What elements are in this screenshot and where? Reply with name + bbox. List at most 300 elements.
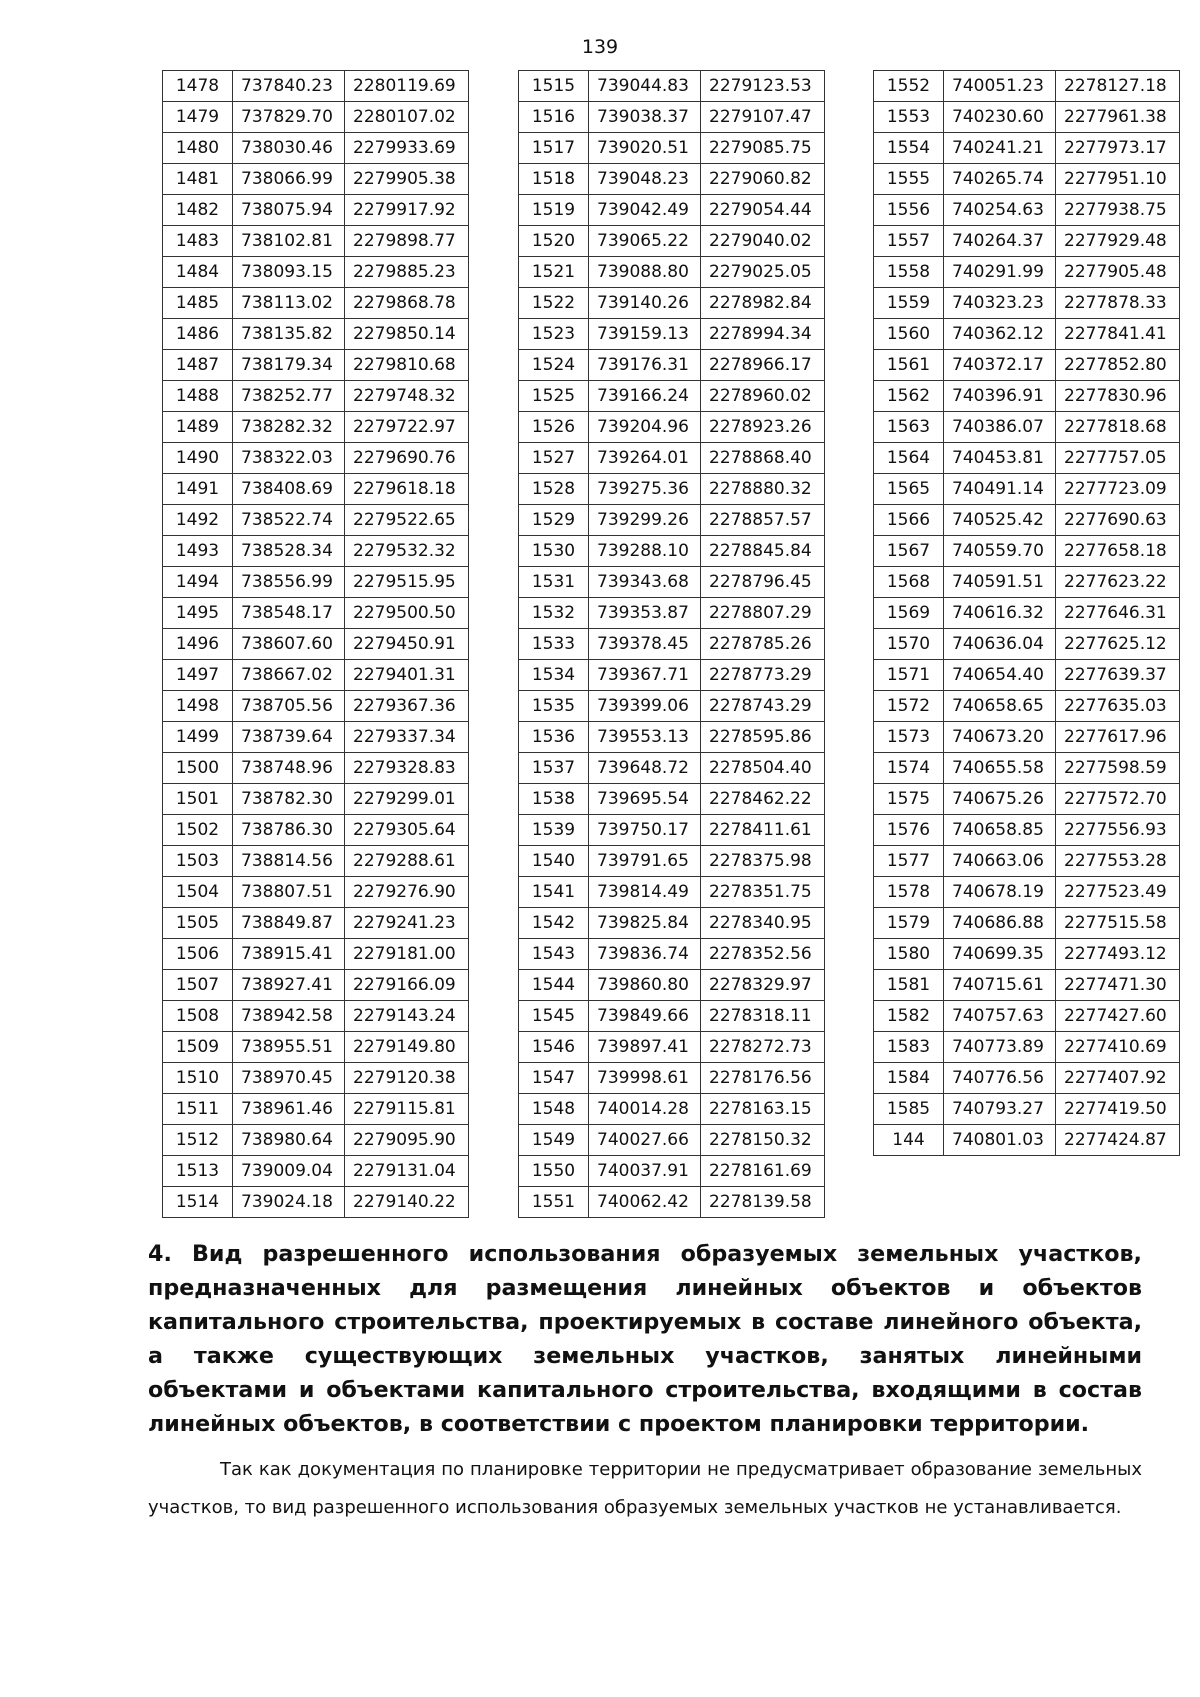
- table-row: [519, 1094, 825, 1125]
- y-coordinate-cell: 2278340.95: [701, 908, 825, 939]
- point-number-cell: 1571: [874, 660, 944, 691]
- x-coordinate-cell: 740675.26: [944, 784, 1056, 815]
- table-row: [163, 815, 469, 846]
- table-row: [519, 629, 825, 660]
- table-row: [874, 505, 1180, 536]
- x-coordinate-cell: 738807.51: [233, 877, 345, 908]
- x-coordinate-cell: 740655.58: [944, 753, 1056, 784]
- body-paragraph: Так как документация по планировке территории не предусматривает образование земельных участков, то вид разрешенного использования образуемых земельных участков не устанавливается.: [148, 1459, 1142, 1518]
- y-coordinate-cell: 2278994.34: [701, 319, 825, 350]
- x-coordinate-cell: 739299.26: [589, 505, 701, 536]
- x-coordinate-cell: 739166.24: [589, 381, 701, 412]
- y-coordinate-cell: 2277841.41: [1056, 319, 1180, 350]
- x-coordinate-cell: 740658.65: [944, 691, 1056, 722]
- table-row: [163, 71, 469, 102]
- x-coordinate-cell: 738980.64: [233, 1125, 345, 1156]
- y-coordinate-cell: 2278845.84: [701, 536, 825, 567]
- table-row: [874, 443, 1180, 474]
- table-row: [874, 474, 1180, 505]
- table-row: [874, 939, 1180, 970]
- point-number-cell: 1517: [519, 133, 589, 164]
- y-coordinate-cell: 2278139.58: [701, 1187, 825, 1218]
- y-coordinate-cell: 2277830.96: [1056, 381, 1180, 412]
- point-number-cell: 1544: [519, 970, 589, 1001]
- y-coordinate-cell: 2278960.02: [701, 381, 825, 412]
- table-row: [163, 505, 469, 536]
- coordinates-table-middle: [518, 70, 825, 1218]
- table-row: [519, 908, 825, 939]
- x-coordinate-cell: 738942.58: [233, 1001, 345, 1032]
- y-coordinate-cell: 2279288.61: [345, 846, 469, 877]
- point-number-cell: 1546: [519, 1032, 589, 1063]
- x-coordinate-cell: 740686.88: [944, 908, 1056, 939]
- x-coordinate-cell: 738705.56: [233, 691, 345, 722]
- y-coordinate-cell: 2279060.82: [701, 164, 825, 195]
- y-coordinate-cell: 2279241.23: [345, 908, 469, 939]
- x-coordinate-cell: 738782.30: [233, 784, 345, 815]
- y-coordinate-cell: 2278318.11: [701, 1001, 825, 1032]
- point-number-cell: 1543: [519, 939, 589, 970]
- point-number-cell: 1579: [874, 908, 944, 939]
- x-coordinate-cell: 738282.32: [233, 412, 345, 443]
- point-number-cell: 1573: [874, 722, 944, 753]
- x-coordinate-cell: 738066.99: [233, 164, 345, 195]
- x-coordinate-cell: 738786.30: [233, 815, 345, 846]
- x-coordinate-cell: 738556.99: [233, 567, 345, 598]
- point-number-cell: 1527: [519, 443, 589, 474]
- y-coordinate-cell: 2278176.56: [701, 1063, 825, 1094]
- table-row: [519, 133, 825, 164]
- y-coordinate-cell: 2277419.50: [1056, 1094, 1180, 1125]
- table-row: [874, 1032, 1180, 1063]
- point-number-cell: 1507: [163, 970, 233, 1001]
- point-number-cell: 1480: [163, 133, 233, 164]
- table-row: [163, 846, 469, 877]
- point-number-cell: 1478: [163, 71, 233, 102]
- x-coordinate-cell: 738927.41: [233, 970, 345, 1001]
- x-coordinate-cell: 739791.65: [589, 846, 701, 877]
- table-row: [874, 71, 1180, 102]
- point-number-cell: 1514: [163, 1187, 233, 1218]
- point-number-cell: 1522: [519, 288, 589, 319]
- table-row: [874, 722, 1180, 753]
- point-number-cell: 1509: [163, 1032, 233, 1063]
- x-coordinate-cell: 740678.19: [944, 877, 1056, 908]
- table-row: [519, 939, 825, 970]
- y-coordinate-cell: 2278880.32: [701, 474, 825, 505]
- table-row: [163, 381, 469, 412]
- point-number-cell: 1492: [163, 505, 233, 536]
- point-number-cell: 1484: [163, 257, 233, 288]
- x-coordinate-cell: 738252.77: [233, 381, 345, 412]
- x-coordinate-cell: 740254.63: [944, 195, 1056, 226]
- x-coordinate-cell: 739159.13: [589, 319, 701, 350]
- point-number-cell: 1565: [874, 474, 944, 505]
- table-row: [519, 412, 825, 443]
- section-heading: 4. Вид разрешенного использования образуемых земельных участков, предназначенных для размещения линейных объектов и объектов капитального строительства, проектируемых в составе линейного объекта, а также существующих земельных участков, занятых линейными объектами и объектами капитального строительства, входящими в состав линейных объектов, в соответствии с проектом планировки территории.: [148, 1241, 1142, 1437]
- table-row: [163, 226, 469, 257]
- point-number-cell: 1550: [519, 1156, 589, 1187]
- point-number-cell: 1497: [163, 660, 233, 691]
- y-coordinate-cell: 2277625.12: [1056, 629, 1180, 660]
- table-row: [519, 753, 825, 784]
- point-number-cell: 1549: [519, 1125, 589, 1156]
- y-coordinate-cell: 2277929.48: [1056, 226, 1180, 257]
- y-coordinate-cell: 2279933.69: [345, 133, 469, 164]
- y-coordinate-cell: 2279515.95: [345, 567, 469, 598]
- y-coordinate-cell: 2279276.90: [345, 877, 469, 908]
- point-number-cell: 1539: [519, 815, 589, 846]
- x-coordinate-cell: 739140.26: [589, 288, 701, 319]
- y-coordinate-cell: 2279095.90: [345, 1125, 469, 1156]
- point-number-cell: 1535: [519, 691, 589, 722]
- table-row: [519, 288, 825, 319]
- y-coordinate-cell: 2277471.30: [1056, 970, 1180, 1001]
- point-number-cell: 1479: [163, 102, 233, 133]
- table-row: [519, 536, 825, 567]
- point-number-cell: 1536: [519, 722, 589, 753]
- y-coordinate-cell: 2279140.22: [345, 1187, 469, 1218]
- x-coordinate-cell: 738030.46: [233, 133, 345, 164]
- y-coordinate-cell: 2278375.98: [701, 846, 825, 877]
- x-coordinate-cell: 739367.71: [589, 660, 701, 691]
- point-number-cell: 1490: [163, 443, 233, 474]
- table-row: [519, 226, 825, 257]
- x-coordinate-cell: 738102.81: [233, 226, 345, 257]
- table-row: [163, 1032, 469, 1063]
- point-number-cell: 1486: [163, 319, 233, 350]
- x-coordinate-cell: 740265.74: [944, 164, 1056, 195]
- x-coordinate-cell: 739038.37: [589, 102, 701, 133]
- x-coordinate-cell: 739849.66: [589, 1001, 701, 1032]
- point-number-cell: 1542: [519, 908, 589, 939]
- table-row: [874, 877, 1180, 908]
- table-row: [874, 381, 1180, 412]
- x-coordinate-cell: 739275.36: [589, 474, 701, 505]
- y-coordinate-cell: 2278150.32: [701, 1125, 825, 1156]
- coordinates-table-left: [162, 70, 469, 1218]
- x-coordinate-cell: 740037.91: [589, 1156, 701, 1187]
- table-row: [163, 598, 469, 629]
- table-row: [163, 1094, 469, 1125]
- x-coordinate-cell: 738093.15: [233, 257, 345, 288]
- table-row: [874, 753, 1180, 784]
- point-number-cell: 1493: [163, 536, 233, 567]
- y-coordinate-cell: 2278504.40: [701, 753, 825, 784]
- x-coordinate-cell: 740801.03: [944, 1125, 1056, 1156]
- x-coordinate-cell: 740673.20: [944, 722, 1056, 753]
- point-number-cell: 1561: [874, 350, 944, 381]
- y-coordinate-cell: 2279367.36: [345, 691, 469, 722]
- table-row: [163, 443, 469, 474]
- point-number-cell: 1525: [519, 381, 589, 412]
- table-row: [519, 1156, 825, 1187]
- table-row: [874, 1094, 1180, 1125]
- table-row: [163, 195, 469, 226]
- table-row: [519, 598, 825, 629]
- point-number-cell: 1541: [519, 877, 589, 908]
- point-number-cell: 1552: [874, 71, 944, 102]
- point-number-cell: 1530: [519, 536, 589, 567]
- x-coordinate-cell: 738322.03: [233, 443, 345, 474]
- x-coordinate-cell: 738075.94: [233, 195, 345, 226]
- y-coordinate-cell: 2277493.12: [1056, 939, 1180, 970]
- table-row: [163, 1187, 469, 1218]
- y-coordinate-cell: 2278595.86: [701, 722, 825, 753]
- x-coordinate-cell: 738814.56: [233, 846, 345, 877]
- x-coordinate-cell: 738548.17: [233, 598, 345, 629]
- y-coordinate-cell: 2277410.69: [1056, 1032, 1180, 1063]
- x-coordinate-cell: 740014.28: [589, 1094, 701, 1125]
- table-row: [874, 133, 1180, 164]
- point-number-cell: 1524: [519, 350, 589, 381]
- x-coordinate-cell: 738955.51: [233, 1032, 345, 1063]
- table-row: [519, 722, 825, 753]
- table-row: [874, 1125, 1180, 1156]
- table-row: [163, 319, 469, 350]
- y-coordinate-cell: 2279450.91: [345, 629, 469, 660]
- table-row: [163, 1156, 469, 1187]
- y-coordinate-cell: 2279123.53: [701, 71, 825, 102]
- x-coordinate-cell: 739009.04: [233, 1156, 345, 1187]
- point-number-cell: 1529: [519, 505, 589, 536]
- point-number-cell: 1584: [874, 1063, 944, 1094]
- x-coordinate-cell: 739065.22: [589, 226, 701, 257]
- table-row: [163, 877, 469, 908]
- table-row: [163, 629, 469, 660]
- x-coordinate-cell: 739024.18: [233, 1187, 345, 1218]
- x-coordinate-cell: 740793.27: [944, 1094, 1056, 1125]
- y-coordinate-cell: 2277635.03: [1056, 691, 1180, 722]
- x-coordinate-cell: 738667.02: [233, 660, 345, 691]
- point-number-cell: 1554: [874, 133, 944, 164]
- x-coordinate-cell: 740525.42: [944, 505, 1056, 536]
- table-row: [519, 505, 825, 536]
- point-number-cell: 1499: [163, 722, 233, 753]
- y-coordinate-cell: 2277973.17: [1056, 133, 1180, 164]
- y-coordinate-cell: 2277623.22: [1056, 567, 1180, 598]
- point-number-cell: 1491: [163, 474, 233, 505]
- x-coordinate-cell: 738408.69: [233, 474, 345, 505]
- page-number: 139: [581, 36, 619, 58]
- table-row: [874, 412, 1180, 443]
- x-coordinate-cell: 740264.37: [944, 226, 1056, 257]
- y-coordinate-cell: 2279115.81: [345, 1094, 469, 1125]
- table-row: [874, 1001, 1180, 1032]
- point-number-cell: 1585: [874, 1094, 944, 1125]
- y-coordinate-cell: 2277572.70: [1056, 784, 1180, 815]
- point-number-cell: 1495: [163, 598, 233, 629]
- table-row: [874, 598, 1180, 629]
- y-coordinate-cell: 2279025.05: [701, 257, 825, 288]
- point-number-cell: 1534: [519, 660, 589, 691]
- table-row: [519, 567, 825, 598]
- point-number-cell: 1511: [163, 1094, 233, 1125]
- table-row: [874, 660, 1180, 691]
- table-row: [874, 164, 1180, 195]
- table-row: [163, 1063, 469, 1094]
- point-number-cell: 1570: [874, 629, 944, 660]
- x-coordinate-cell: 738961.46: [233, 1094, 345, 1125]
- x-coordinate-cell: 740663.06: [944, 846, 1056, 877]
- point-number-cell: 1556: [874, 195, 944, 226]
- point-number-cell: 1557: [874, 226, 944, 257]
- point-number-cell: 1504: [163, 877, 233, 908]
- table-row: [519, 691, 825, 722]
- point-number-cell: 1531: [519, 567, 589, 598]
- point-number-cell: 1526: [519, 412, 589, 443]
- point-number-cell: 1483: [163, 226, 233, 257]
- x-coordinate-cell: 739353.87: [589, 598, 701, 629]
- y-coordinate-cell: 2279328.83: [345, 753, 469, 784]
- table-row: [874, 226, 1180, 257]
- x-coordinate-cell: 740616.32: [944, 598, 1056, 629]
- table-row: [163, 784, 469, 815]
- table-row: [519, 660, 825, 691]
- table-row: [519, 1063, 825, 1094]
- table-row: [163, 939, 469, 970]
- point-number-cell: 1563: [874, 412, 944, 443]
- x-coordinate-cell: 739288.10: [589, 536, 701, 567]
- y-coordinate-cell: 2279868.78: [345, 288, 469, 319]
- x-coordinate-cell: 738179.34: [233, 350, 345, 381]
- point-number-cell: 1540: [519, 846, 589, 877]
- point-number-cell: 1537: [519, 753, 589, 784]
- y-coordinate-cell: 2279054.44: [701, 195, 825, 226]
- table-row: [163, 164, 469, 195]
- point-number-cell: 1519: [519, 195, 589, 226]
- table-row: [163, 1125, 469, 1156]
- point-number-cell: 1568: [874, 567, 944, 598]
- x-coordinate-cell: 739553.13: [589, 722, 701, 753]
- point-number-cell: 1553: [874, 102, 944, 133]
- point-number-cell: 1501: [163, 784, 233, 815]
- table-row: [874, 691, 1180, 722]
- x-coordinate-cell: 738849.87: [233, 908, 345, 939]
- y-coordinate-cell: 2277951.10: [1056, 164, 1180, 195]
- x-coordinate-cell: 740757.63: [944, 1001, 1056, 1032]
- table-row: [874, 567, 1180, 598]
- x-coordinate-cell: 739048.23: [589, 164, 701, 195]
- y-coordinate-cell: 2279149.80: [345, 1032, 469, 1063]
- point-number-cell: 1559: [874, 288, 944, 319]
- point-number-cell: 1508: [163, 1001, 233, 1032]
- point-number-cell: 1582: [874, 1001, 944, 1032]
- table-row: [163, 288, 469, 319]
- y-coordinate-cell: 2279898.77: [345, 226, 469, 257]
- point-number-cell: 1538: [519, 784, 589, 815]
- table-row: [163, 1001, 469, 1032]
- table-row: [163, 722, 469, 753]
- x-coordinate-cell: 739044.83: [589, 71, 701, 102]
- y-coordinate-cell: 2278163.15: [701, 1094, 825, 1125]
- table-row: [874, 908, 1180, 939]
- table-row: [519, 1187, 825, 1218]
- x-coordinate-cell: 738970.45: [233, 1063, 345, 1094]
- x-coordinate-cell: 740062.42: [589, 1187, 701, 1218]
- x-coordinate-cell: 740051.23: [944, 71, 1056, 102]
- point-number-cell: 1515: [519, 71, 589, 102]
- x-coordinate-cell: 739343.68: [589, 567, 701, 598]
- point-number-cell: 1523: [519, 319, 589, 350]
- y-coordinate-cell: 2277723.09: [1056, 474, 1180, 505]
- table-row: [519, 164, 825, 195]
- table-row: [163, 257, 469, 288]
- table-row: [519, 1001, 825, 1032]
- y-coordinate-cell: 2279810.68: [345, 350, 469, 381]
- y-coordinate-cell: 2277424.87: [1056, 1125, 1180, 1156]
- y-coordinate-cell: 2279522.65: [345, 505, 469, 536]
- table-row: [163, 691, 469, 722]
- table-row: [519, 319, 825, 350]
- point-number-cell: 1532: [519, 598, 589, 629]
- y-coordinate-cell: 2278352.56: [701, 939, 825, 970]
- x-coordinate-cell: 739860.80: [589, 970, 701, 1001]
- x-coordinate-cell: 740636.04: [944, 629, 1056, 660]
- point-number-cell: 1569: [874, 598, 944, 629]
- y-coordinate-cell: 2278807.29: [701, 598, 825, 629]
- table-row: [874, 1063, 1180, 1094]
- point-number-cell: 1481: [163, 164, 233, 195]
- y-coordinate-cell: 2279107.47: [701, 102, 825, 133]
- point-number-cell: 1482: [163, 195, 233, 226]
- table-row: [874, 195, 1180, 226]
- point-number-cell: 1555: [874, 164, 944, 195]
- point-number-cell: 1502: [163, 815, 233, 846]
- table-row: [874, 815, 1180, 846]
- y-coordinate-cell: 2279850.14: [345, 319, 469, 350]
- x-coordinate-cell: 740776.56: [944, 1063, 1056, 1094]
- y-coordinate-cell: 2277961.38: [1056, 102, 1180, 133]
- y-coordinate-cell: 2279748.32: [345, 381, 469, 412]
- x-coordinate-cell: 739750.17: [589, 815, 701, 846]
- table-row: [519, 877, 825, 908]
- table-row: [163, 753, 469, 784]
- y-coordinate-cell: 2277617.96: [1056, 722, 1180, 753]
- x-coordinate-cell: 740386.07: [944, 412, 1056, 443]
- y-coordinate-cell: 2277938.75: [1056, 195, 1180, 226]
- x-coordinate-cell: 739814.49: [589, 877, 701, 908]
- x-coordinate-cell: 740027.66: [589, 1125, 701, 1156]
- y-coordinate-cell: 2279690.76: [345, 443, 469, 474]
- y-coordinate-cell: 2277523.49: [1056, 877, 1180, 908]
- y-coordinate-cell: 2280119.69: [345, 71, 469, 102]
- table-row: [163, 908, 469, 939]
- x-coordinate-cell: 739897.41: [589, 1032, 701, 1063]
- point-number-cell: 1520: [519, 226, 589, 257]
- y-coordinate-cell: 2277818.68: [1056, 412, 1180, 443]
- x-coordinate-cell: 740372.17: [944, 350, 1056, 381]
- x-coordinate-cell: 740658.85: [944, 815, 1056, 846]
- y-coordinate-cell: 2279917.92: [345, 195, 469, 226]
- x-coordinate-cell: 738528.34: [233, 536, 345, 567]
- x-coordinate-cell: 739825.84: [589, 908, 701, 939]
- x-coordinate-cell: 739998.61: [589, 1063, 701, 1094]
- point-number-cell: 1545: [519, 1001, 589, 1032]
- table-row: [519, 846, 825, 877]
- point-number-cell: 1560: [874, 319, 944, 350]
- x-coordinate-cell: 740491.14: [944, 474, 1056, 505]
- table-row: [163, 536, 469, 567]
- y-coordinate-cell: 2277515.58: [1056, 908, 1180, 939]
- table-row: [874, 257, 1180, 288]
- y-coordinate-cell: 2277639.37: [1056, 660, 1180, 691]
- table-row: [874, 319, 1180, 350]
- x-coordinate-cell: 739836.74: [589, 939, 701, 970]
- point-number-cell: 1581: [874, 970, 944, 1001]
- point-number-cell: 1505: [163, 908, 233, 939]
- x-coordinate-cell: 740362.12: [944, 319, 1056, 350]
